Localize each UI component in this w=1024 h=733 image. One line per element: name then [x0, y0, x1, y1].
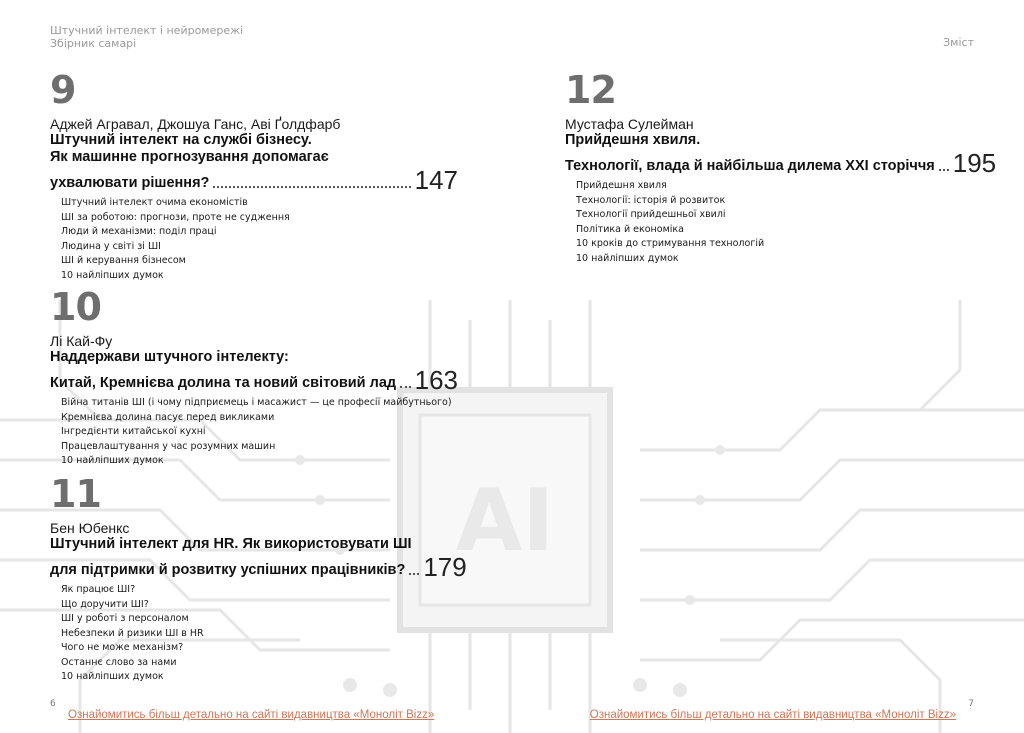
chapter-item: Прийдешня хвиля — [576, 180, 667, 191]
chip-ai-label: AI — [455, 471, 555, 571]
chapter-item: Технології прийдешньої хвилі — [576, 209, 726, 220]
entry-title-row — [565, 148, 997, 178]
entry-title-line: ухвалювати рішення? — [50, 175, 210, 191]
chapter-list — [576, 179, 975, 266]
chapter-item: Штучний інтелект очима економістів — [61, 197, 248, 208]
chapter-item: Як працює ШІ? — [61, 584, 136, 595]
entry-title-line: Прийдешня хвиля. — [565, 132, 701, 148]
chapter-item: Чого не може механізм? — [61, 642, 184, 653]
section-title: Зміст — [943, 36, 974, 49]
entry-number: 11 — [50, 472, 101, 516]
chapter-item: Інгредієнти китайської кухні — [61, 426, 206, 437]
entry-page-number: 163 — [414, 365, 458, 395]
chapter-item: Кремнієва долина пасує перед викликами — [61, 411, 275, 423]
leader-dots — [400, 386, 411, 388]
chapter-item: Людина у світі зі ШІ — [61, 240, 161, 252]
entry-title-line: Штучний інтелект на службі бізнесу. — [50, 132, 312, 148]
leader-dots — [409, 573, 419, 575]
book-title: Штучний інтелект і нейромережі — [50, 24, 244, 37]
chapter-item: Працевлаштування у час розумних машин — [61, 440, 276, 452]
entry-title-line: Штучний інтелект для HR. Як використовувати ШІ — [50, 536, 412, 552]
entry-page-number: 179 — [423, 552, 467, 582]
entry-author: Аджей Агравал, Джошуа Ганс, Аві Ґолдфарб — [50, 116, 341, 132]
entry-title-line: Технології, влада й найбільша дилема XXI сторіччя — [565, 158, 935, 174]
chapter-item: Люди й механізми: поділ праці — [61, 226, 217, 237]
publisher-link-left[interactable]: Ознайомитись більш детально на сайті видавництва «Моноліт Bizz» — [68, 709, 435, 721]
toc-entry — [50, 287, 458, 469]
entry-author: Мустафа Сулейман — [565, 116, 694, 132]
entry-page-number: 195 — [952, 148, 997, 178]
chapter-item: Небезпеки й ризики ШІ в HR — [61, 627, 204, 639]
chapter-item: 10 кроків до стримування технологій — [576, 238, 765, 249]
chapter-list — [61, 583, 458, 685]
entry-page-number: 147 — [414, 165, 458, 195]
chapter-list — [61, 396, 458, 469]
entry-author: Бен Юбенкс — [50, 520, 130, 536]
publisher-link-right[interactable]: Ознайомитись більш детально на сайті видавництва «Моноліт Bizz» — [589, 709, 956, 721]
chapter-item: 10 найліпших думок — [61, 455, 164, 466]
chapter-item: 10 найліпших думок — [61, 671, 164, 682]
book-subtitle: Збірник самарі — [50, 37, 137, 50]
chapter-item: Війна титанів ШІ (і чому підприємець і масажист — це професії майбутнього) — [61, 397, 452, 408]
entry-number: 9 — [50, 68, 76, 112]
chapter-item: ШІ й керування бізнесом — [61, 255, 186, 266]
entry-title-row — [50, 552, 467, 582]
chapter-item: Технології: історія й розвиток — [576, 194, 726, 206]
entry-title-line: Як машинне прогнозування допомагає — [50, 149, 329, 165]
chapter-item: ШІ у роботі з персоналом — [61, 613, 189, 624]
entry-title-line: для підтримки й розвитку успішних працівників? — [50, 562, 406, 578]
chapter-item: Що доручити ШІ? — [61, 598, 149, 610]
entry-title-line: Наддержави штучного інтелекту: — [50, 349, 289, 365]
toc-entry — [50, 70, 458, 283]
toc-entry — [50, 472, 467, 685]
chapter-item: 10 найліпших думок — [576, 252, 679, 264]
entry-author: Лі Кай-Фу — [50, 333, 113, 349]
chapter-item: Останнє слово за нами — [61, 656, 177, 668]
page-number-left: 6 — [50, 699, 56, 709]
chapter-list — [61, 196, 458, 283]
entry-number: 12 — [565, 68, 616, 112]
leader-dots — [939, 169, 949, 171]
chapter-item: ШІ за роботою: прогнози, проте не судження — [61, 211, 290, 223]
entry-number: 10 — [50, 285, 101, 329]
running-header — [50, 24, 243, 50]
chapter-item: 10 найліпших думок — [61, 269, 164, 281]
entry-title-line: Китай, Кремнієва долина та новий світовий лад — [50, 375, 397, 391]
leader-dots — [213, 186, 410, 188]
page-number-right: 7 — [968, 699, 974, 709]
chapter-item: Політика й економіка — [576, 223, 684, 235]
entry-title-row — [50, 365, 458, 395]
toc-entry — [565, 68, 997, 266]
entry-title-row — [50, 165, 458, 195]
